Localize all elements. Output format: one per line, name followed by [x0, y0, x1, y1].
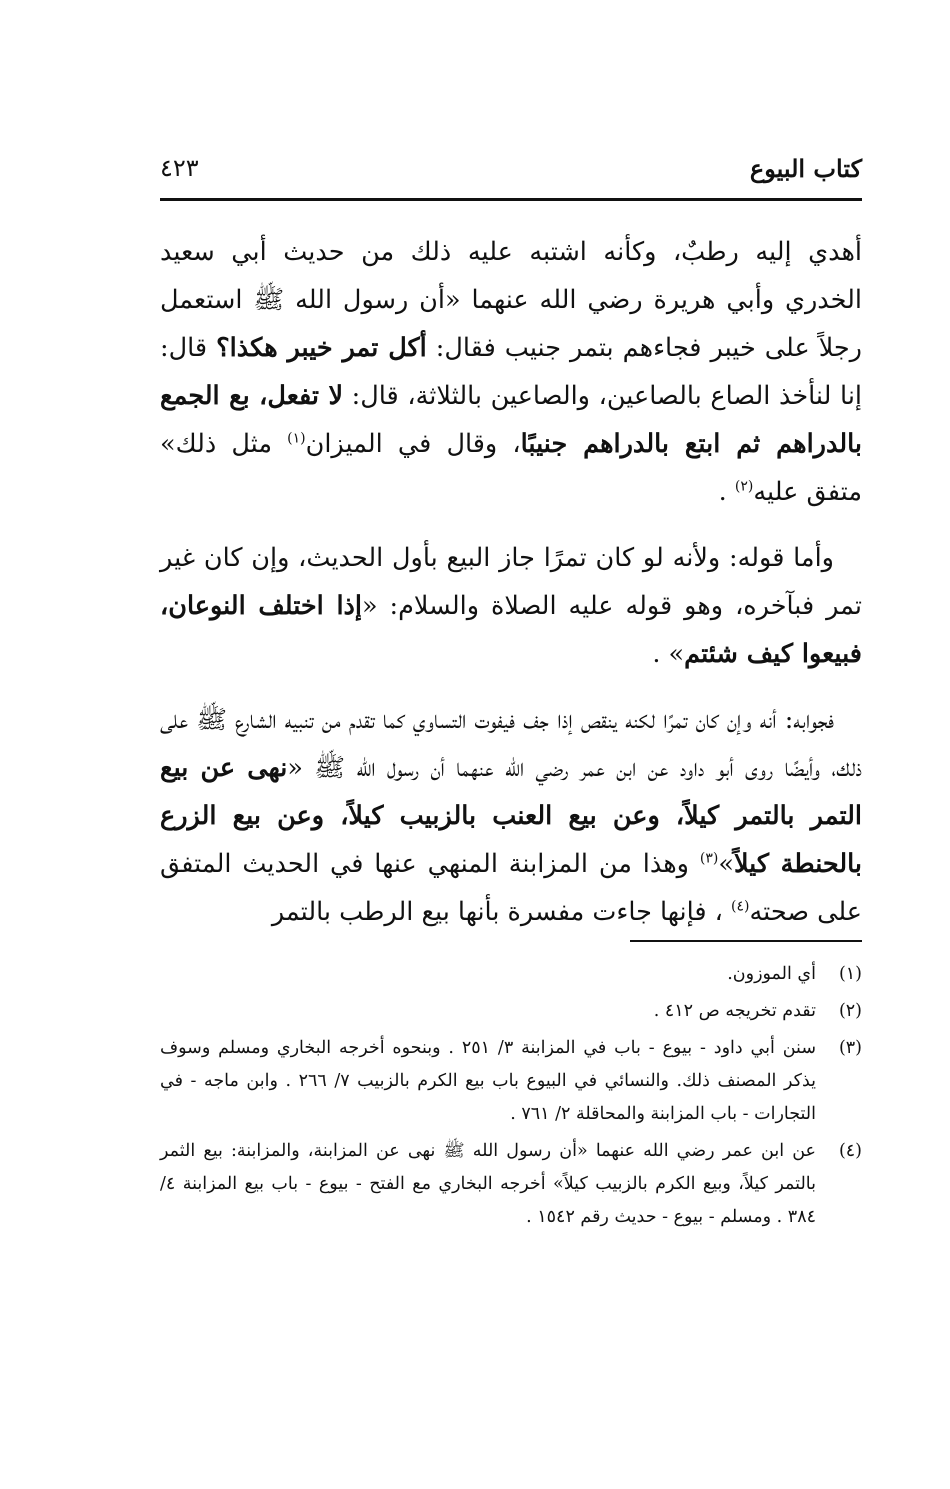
footnote-text: تقدم تخريجه ص ٤١٢ .	[653, 1001, 816, 1021]
footnote-text: عن ابن عمر رضي الله عنهما «أن رسول الله ﷺ نهى عن المزابنة، والمزابنة: بيع الثمر بالتمر كيلاً، وبيع الكرم بالزبيب كيلاً» أخرجه البخاري مع الفتح - بيوع - باب بيع المزابنة ٤/ ٣٨٤ . ومسلم - بيوع - حديث رقم ١٥٤٢ .	[160, 1141, 816, 1227]
footnote-number: (٢)	[838, 1001, 862, 1021]
book-page	[160, 0, 862, 1489]
hadith-quote: نهى عن بيع التمر بالتمر كيلاً، وعن بيع العنب بالزبيب كيلاً، وعن بيع الزرع بالحنطة كيلاً	[160, 753, 862, 879]
footnote-ref: (٢)	[734, 478, 754, 495]
paragraph-2	[160, 534, 862, 678]
paragraph-1	[160, 228, 862, 516]
footnote-separator	[630, 940, 862, 942]
footnote-number: (٣)	[838, 1038, 862, 1058]
page-header	[160, 150, 862, 190]
footnote-ref: (٤)	[731, 898, 750, 915]
footnote	[160, 1135, 862, 1234]
footnote	[160, 958, 862, 991]
text-run: وأما قوله: ولأنه لو كان تمرًا جاز البيع بأول الحديث، وإن كان غير تمر فبآخره، وهو قوله عليه الصلاة والسلام: «	[160, 543, 862, 621]
paragraph-3	[160, 696, 862, 936]
hadith-quote: إذا اختلف النوعان، فبيعوا كيف شئتم	[160, 591, 862, 669]
footnote-text: سنن أبي داود - بيوع - باب في المزابنة ٣/ ٢٥١ . وبنحوه أخرجه البخاري ومسلم وسوف يذكر المصنف ذلك. والنسائي في البيوع باب بيع الكرم بالزبيب ٧/ ٢٦٦ . وابن ماجه - في التجارات - باب المزابنة والمحاقلة ٢/ ٧٦١ .	[160, 1038, 816, 1124]
main-text	[160, 228, 862, 954]
text-run: وهذا من المزابنة المنهي عنها في الحديث المتفق على صحته	[160, 849, 862, 927]
text-run: فجوابه: أنه وإن كان تمرًا لكنه ينقص إذا جف فيفوت التساوي كما تقدم من تنبيه الشارع ﷺ على ذلك، وأيضًا روى أبو داود عن ابن عمر رضي الله عنهما أن رسول الله ﷺ «	[160, 705, 862, 783]
hadith-quote: أكل تمر خيبر هكذا؟	[216, 333, 427, 363]
footnote-text: أي الموزون.	[727, 964, 816, 984]
header-rule	[160, 198, 862, 201]
running-title: كتاب البيوع	[749, 154, 862, 183]
text-run: .	[718, 477, 735, 507]
page-number: ٤٢٣	[160, 154, 199, 182]
text-run: ، وقال في الميزان	[305, 429, 521, 459]
text-run: ، فإنها جاءت مفسرة بأنها بيع الرطب بالتمر	[271, 897, 732, 927]
footnote	[160, 1032, 862, 1131]
text-run: »	[718, 849, 734, 879]
footnote-number: (٤)	[838, 1141, 862, 1161]
hadith-quote: لا تفعل، بع الجمع بالدراهم ثم ابتع بالدراهم جنيبًا	[160, 381, 862, 459]
text-run: قال: إنا لنأخذ الصاع بالصاعين، والصاعين بالثلاثة، قال:	[160, 333, 862, 411]
footnote	[160, 995, 862, 1028]
footnote-ref: (٣)	[699, 850, 719, 867]
text-run: » .	[652, 639, 685, 669]
footnotes	[160, 958, 862, 1238]
text-run: أهدي إليه رطبٌ، وكأنه اشتبه عليه ذلك من حديث أبي سعيد الخدري وأبي هريرة رضي الله عنهما «أن رسول الله ﷺ استعمل رجلاً على خيبر فجاءهم بتمر جنيب فقال:	[160, 237, 863, 363]
footnote-ref: (١)	[287, 430, 306, 447]
footnote-number: (١)	[838, 964, 862, 984]
text-run: مثل ذلك» متفق عليه	[160, 429, 862, 507]
